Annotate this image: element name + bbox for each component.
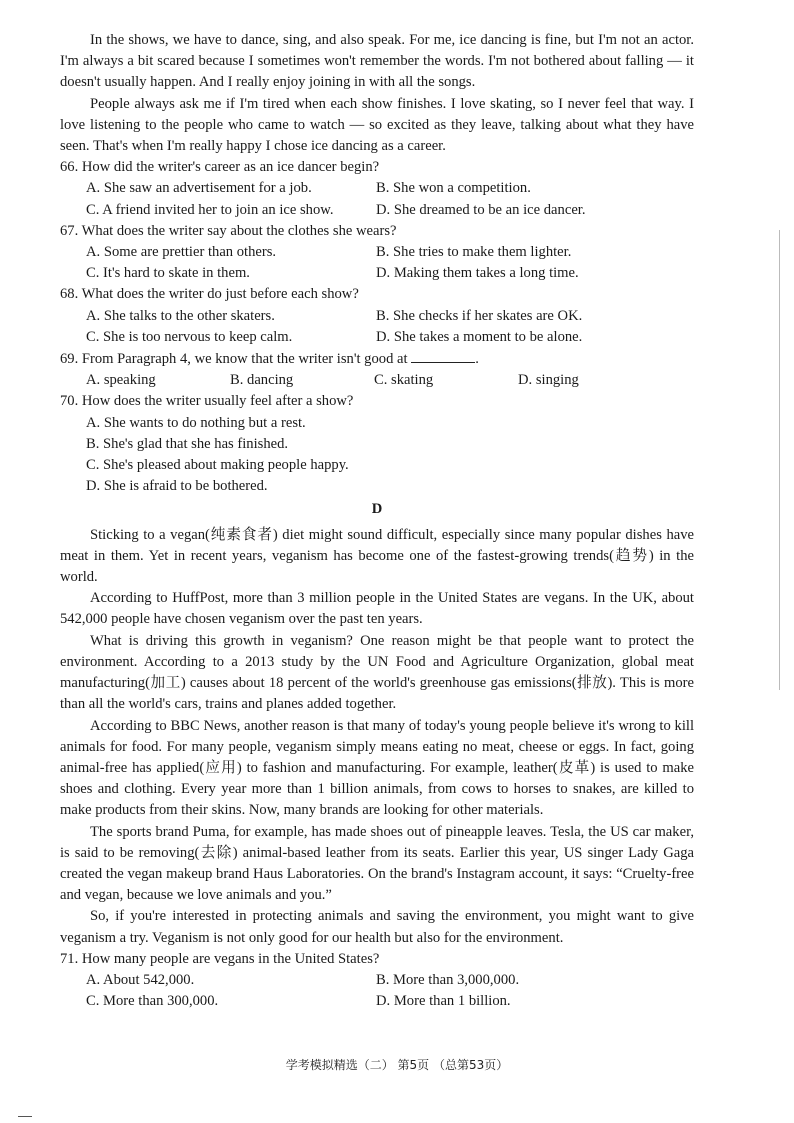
options [60,242,694,284]
option-c: C. A friend invited her to join an ice show. [86,201,334,218]
passage-d-paragraph-6: So, if you're interested in protecting animals and saving the environment, you might want to give veganism a try. Veganism is not only good for our health but also for the environment. [60,908,694,946]
corner-mark [18,1116,32,1117]
question-stem: 68. What does the writer do just before each show? [60,286,359,303]
option-a: A. About 542,000. [86,971,195,988]
question-69 [60,348,694,391]
option-a: A. She saw an advertisement for a job. [86,180,312,197]
options [60,970,694,1012]
options [60,413,694,498]
option-c: C. skating [374,372,434,389]
option-b: B. She's glad that she has finished. [86,435,289,452]
passage-d-paragraph-2: According to HuffPost, more than 3 million people in the United States are vegans. In the UK, about 542,000 people have chosen veganism over the past ten years. [60,590,694,628]
option-d: D. She dreamed to be an ice dancer. [376,201,586,218]
question-stem: 70. How does the writer usually feel after a show? [60,393,354,410]
stem-period: . [475,351,479,368]
answer-blank [411,348,475,363]
option-a: A. speaking [86,372,156,389]
option-d: D. singing [518,372,579,389]
question-66 [60,157,694,221]
options [60,306,694,348]
option-b: B. She checks if her skates are OK. [376,307,583,324]
options [60,178,694,220]
options [60,370,694,391]
question-stem-line [60,348,694,370]
question-stem: 67. What does the writer say about the clothes she wears? [60,222,397,239]
section-d-title: D [371,501,383,518]
question-70 [60,391,694,497]
question-stem: 71. How many people are vegans in the United States? [60,950,380,967]
passage-d-paragraph-4: According to BBC News, another reason is that many of today's young people believe it's wrong to kill animals for food. For many people, veganism simply means eating no meat, cheese or eggs. In fact, going animal-free has applied(应用) to fashion and manufacturing. For example, leather(皮革) is used to make shoes and clothing. Every year more than 1 billion animals, from cows to horses to snakes, are killed to make products from their skins. Now, many brands are looking for other materials. [60,717,694,819]
option-b: B. dancing [230,372,294,389]
question-71 [60,949,694,1013]
passage-c [60,30,694,157]
question-stem: 69. From Paragraph 4, we know that the writer isn't good at [60,351,408,368]
passage-d-paragraph-3: What is driving this growth in veganism? One reason might be that people want to protect the environment. According to a 2013 study by the UN Food and Agriculture Organization, global meat manufacturing(加工) causes about 18 percent of the world's greenhouse gas emissions(排放). This is more than all the world's cars, trains and planes added together. [60,632,694,713]
option-b: B. More than 3,000,000. [376,971,520,988]
option-c: C. She's pleased about making people happy. [86,457,349,474]
option-c: C. More than 300,000. [86,993,219,1010]
page-footer: 学考模拟精选（二） 第5页 （总第53页） [285,1058,509,1072]
question-68 [60,284,694,348]
option-b: B. She tries to make them lighter. [376,244,572,261]
passage-c-paragraph-1: In the shows, we have to dance, sing, and also speak. For me, ice dancing is fine, but I'm not an actor. I'm always a bit scared because I sometimes won't remember the words. I'm not bothered about falling — it doesn't usually happen. And I really enjoy joining in with all the songs. [60,32,694,91]
option-a: A. Some are prettier than others. [86,244,277,261]
option-b: B. She won a competition. [376,180,531,197]
option-d: D. She is afraid to be bothered. [86,478,268,495]
option-c: C. It's hard to skate in them. [86,265,250,282]
passage-c-paragraph-2: People always ask me if I'm tired when each show finishes. I love skating, so I never feel that way. I love listening to the people who came to watch — so excited as they leave, talking about what they have seen. That's when I'm really happy I chose ice dancing as a career. [60,95,694,155]
option-d: D. She takes a moment to be alone. [376,328,583,345]
passage-d-paragraph-5: The sports brand Puma, for example, has made shoes out of pineapple leaves. Tesla, the US car maker, is said to be removing(去除) animal-based leather from its seats. Earlier this year, US singer Lady Gaga created the vegan makeup brand Haus Laboratories. On the brand's Instagram account, it says: “Cruelty-free and vegan, because we love animals and you.” [60,823,694,904]
question-67 [60,221,694,285]
exam-page [60,30,694,1012]
option-c: C. She is too nervous to keep calm. [86,328,293,345]
passage-d [60,525,694,949]
question-stem: 66. How did the writer's career as an ice dancer begin? [60,159,380,176]
option-a: A. She wants to do nothing but a rest. [86,414,306,431]
scan-edge-line [779,230,780,690]
option-a: A. She talks to the other skaters. [86,307,275,324]
passage-d-paragraph-1: Sticking to a vegan(纯素食者) diet might sound difficult, especially since many popular dishes have meat in them. Yet in recent years, veganism has become one of the fastest-growing trends(趋势) in the world. [60,526,694,586]
option-d: D. Making them takes a long time. [376,265,579,282]
option-d: D. More than 1 billion. [376,993,511,1010]
